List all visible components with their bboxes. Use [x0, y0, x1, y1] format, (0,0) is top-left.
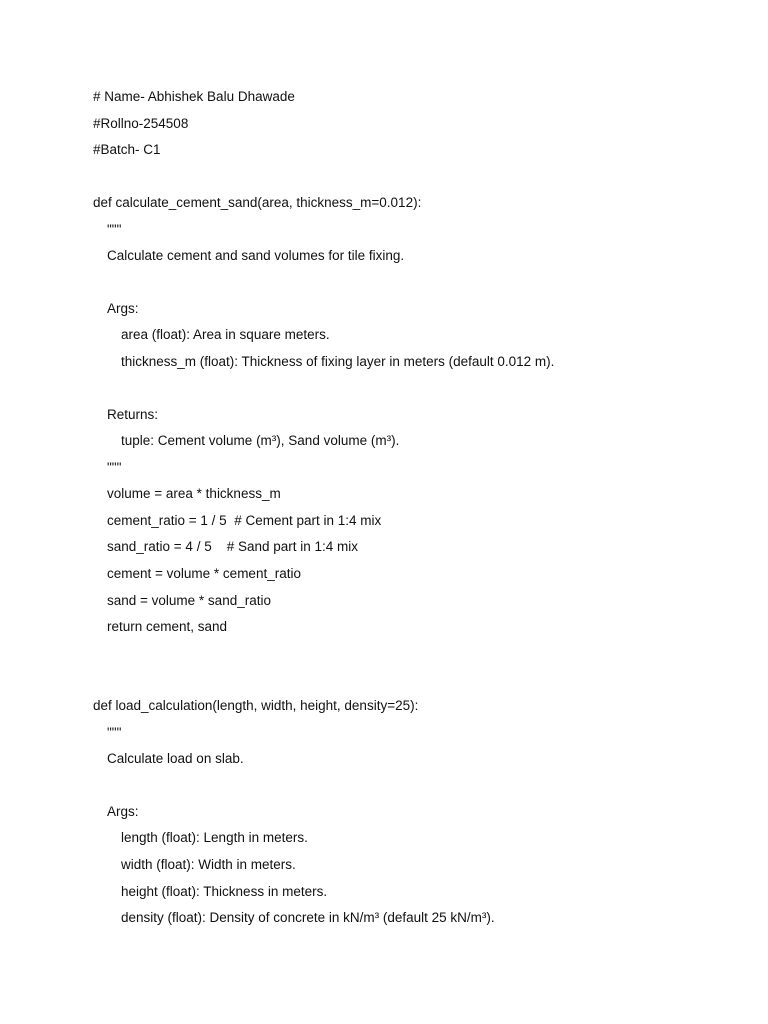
func2-summary: Calculate load on slab.: [107, 751, 244, 766]
func1-doc-close: """: [107, 460, 122, 475]
func1-arg-thickness: thickness_m (float): Thickness of fixing layer in meters (default 0.012 m).: [121, 354, 555, 369]
func1-arg-area: area (float): Area in square meters.: [121, 327, 330, 342]
func1-code-cement-ratio: cement_ratio = 1 / 5 # Cement part in 1:4 mix: [107, 513, 382, 528]
func1-code-sand: sand = volume * sand_ratio: [107, 593, 271, 608]
func1-doc-open: """: [107, 222, 122, 237]
header-batch: #Batch- C1: [93, 142, 161, 157]
func1-returns-heading: Returns:: [107, 407, 159, 422]
func2-def: def load_calculation(length, width, height, density=25):: [93, 698, 419, 713]
func2-doc-open: """: [107, 725, 122, 740]
func2-arg-density: density (float): Density of concrete in kN/m³ (default 25 kN/m³).: [121, 910, 495, 925]
func2-arg-width: width (float): Width in meters.: [121, 857, 296, 872]
func1-code-cement: cement = volume * cement_ratio: [107, 566, 301, 581]
header-name: # Name- Abhishek Balu Dhawade: [93, 89, 295, 104]
func1-code-return: return cement, sand: [107, 619, 228, 634]
func2-args-heading: Args:: [107, 804, 139, 819]
func1-args-heading: Args:: [107, 301, 139, 316]
func2-arg-length: length (float): Length in meters.: [121, 830, 308, 845]
func1-code-sand-ratio: sand_ratio = 4 / 5 # Sand part in 1:4 mix: [107, 539, 359, 554]
func1-def: def calculate_cement_sand(area, thickness_m=0.012):: [93, 195, 422, 210]
func1-returns-tuple: tuple: Cement volume (m³), Sand volume (m³).: [121, 433, 400, 448]
func1-summary: Calculate cement and sand volumes for tile fixing.: [107, 248, 405, 263]
func2-arg-height: height (float): Thickness in meters.: [121, 884, 328, 899]
func1-code-volume: volume = area * thickness_m: [107, 486, 281, 501]
header-rollno: #Rollno-254508: [93, 116, 189, 131]
